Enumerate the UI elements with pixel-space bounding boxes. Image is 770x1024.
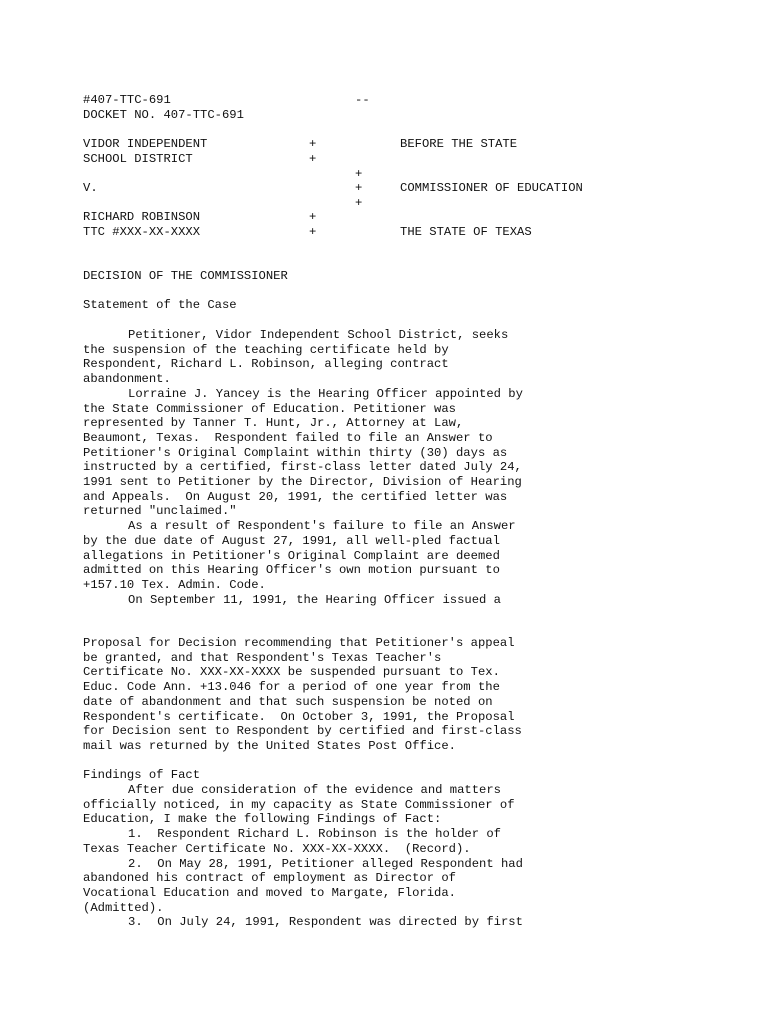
findings-body	[83, 783, 523, 930]
text-line: Educ. Code Ann. +13.046 for a period of one year from the	[83, 680, 500, 695]
text-line: 1991 sent to Petitioner by the Director, Division of Hearing	[83, 475, 522, 490]
text-line: for Decision sent to Respondent by certified and first-class	[83, 724, 522, 739]
text-line: mail was returned by the United States Post Office.	[83, 738, 456, 753]
text-line: Respondent, Richard L. Robinson, alleging contract	[83, 357, 449, 372]
text-line: allegations in Petitioner's Original Complaint are deemed	[83, 548, 500, 563]
statement-body-continued	[83, 636, 522, 754]
caption-court-line-1: BEFORE THE STATE	[400, 137, 518, 151]
statement-body	[83, 328, 523, 607]
text-line: Respondent's certificate. On October 3, 1991, the Proposal	[83, 709, 515, 724]
caption-plus: +	[309, 210, 317, 224]
text-line: date of abandonment and that such suspension be noted on	[83, 694, 493, 709]
text-line: Petitioner's Original Complaint within thirty (30) days as	[83, 445, 508, 460]
docket-number: DOCKET NO. 407-TTC-691	[83, 108, 244, 122]
text-line: Beaumont, Texas. Respondent failed to file an Answer to	[83, 430, 493, 445]
caption-respondent-line-1: RICHARD ROBINSON	[83, 210, 201, 224]
caption-petitioner-line-1: VIDOR INDEPENDENT	[83, 137, 208, 151]
text-line: the suspension of the teaching certificate held by	[83, 342, 449, 357]
caption-plus: +	[355, 167, 363, 181]
text-line: Petitioner, Vidor Independent School District, seeks	[128, 328, 509, 342]
caption-versus: V.	[83, 181, 98, 195]
text-line: officially noticed, in my capacity as State Commissioner of	[83, 797, 515, 812]
text-line: Vocational Education and moved to Margate, Florida.	[83, 885, 456, 900]
text-line: 3. On July 24, 1991, Respondent was directed by first	[128, 915, 523, 930]
text-line: by the due date of August 27, 1991, all well-pled factual	[83, 533, 500, 548]
text-line: On September 11, 1991, the Hearing Officer issued a	[128, 592, 501, 607]
caption-plus: +	[309, 225, 317, 239]
caption-respondent-line-2: TTC #XXX-XX-XXXX	[83, 225, 201, 239]
decision-title: DECISION OF THE COMMISSIONER	[83, 269, 288, 283]
text-line: and Appeals. On August 20, 1991, the certified letter was	[83, 489, 508, 504]
text-line: Lorraine J. Yancey is the Hearing Officer appointed by	[128, 386, 523, 401]
header-dashes: --	[355, 93, 370, 107]
text-line: After due consideration of the evidence and matters	[128, 783, 501, 797]
text-line: instructed by a certified, first-class letter dated July 24,	[83, 460, 522, 475]
caption-plus: +	[355, 196, 363, 210]
text-line: Education, I make the following Findings of Fact:	[83, 812, 442, 827]
text-line: 1. Respondent Richard L. Robinson is the holder of	[128, 827, 501, 842]
caption-plus: +	[309, 152, 317, 166]
text-line: the State Commissioner of Education. Petitioner was	[83, 401, 456, 416]
text-line: abandonment.	[83, 372, 171, 387]
caption-court-line-3: THE STATE OF TEXAS	[400, 225, 532, 239]
text-line: returned "unclaimed."	[83, 504, 237, 519]
text-line: be granted, and that Respondent's Texas Teacher's	[83, 650, 442, 665]
text-line: +157.10 Tex. Admin. Code.	[83, 577, 266, 592]
text-line: abandoned his contract of employment as Director of	[83, 871, 456, 886]
text-line: (Admitted).	[83, 900, 164, 915]
text-line: As a result of Respondent's failure to file an Answer	[128, 519, 516, 534]
text-line: admitted on this Hearing Officer's own motion pursuant to	[83, 563, 500, 578]
caption-court-line-2: COMMISSIONER OF EDUCATION	[400, 181, 583, 195]
caption-plus: +	[309, 137, 317, 151]
document-id: #407-TTC-691	[83, 93, 171, 107]
text-line: 2. On May 28, 1991, Petitioner alleged Respondent had	[128, 856, 523, 871]
statement-heading: Statement of the Case	[83, 298, 237, 312]
text-line: Proposal for Decision recommending that Petitioner's appeal	[83, 636, 515, 650]
findings-heading: Findings of Fact	[83, 768, 201, 782]
text-line: represented by Tanner T. Hunt, Jr., Attorney at Law,	[83, 416, 464, 431]
text-line: Certificate No. XXX-XX-XXXX be suspended pursuant to Tex.	[83, 665, 500, 680]
caption-plus: +	[355, 181, 363, 195]
text-line: Texas Teacher Certificate No. XXX-XX-XXXX. (Record).	[83, 841, 471, 856]
caption-petitioner-line-2: SCHOOL DISTRICT	[83, 152, 193, 166]
